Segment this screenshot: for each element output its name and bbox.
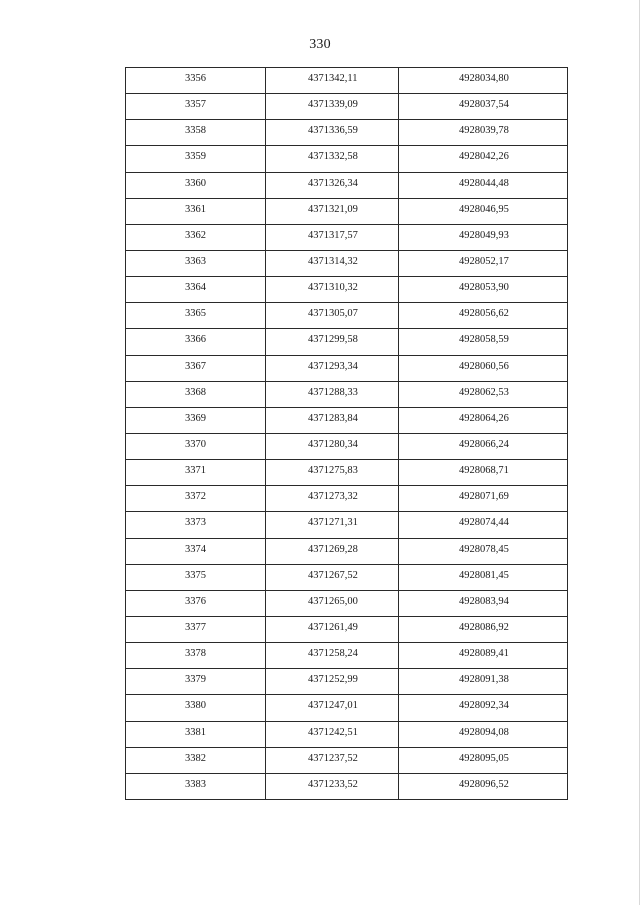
x-coordinate-cell: 4371269,28	[266, 538, 399, 564]
y-coordinate-cell: 4928039,78	[399, 120, 568, 146]
x-coordinate-cell: 4371258,24	[266, 643, 399, 669]
point-number-cell: 3359	[126, 146, 266, 172]
y-coordinate-cell: 4928068,71	[399, 460, 568, 486]
y-coordinate-cell: 4928052,17	[399, 250, 568, 276]
table-row	[126, 747, 568, 773]
point-number-cell: 3366	[126, 329, 266, 355]
x-coordinate-cell: 4371273,32	[266, 486, 399, 512]
y-coordinate-cell: 4928034,80	[399, 68, 568, 94]
table-row	[126, 172, 568, 198]
point-number-cell: 3360	[126, 172, 266, 198]
table-row	[126, 68, 568, 94]
y-coordinate-cell: 4928064,26	[399, 407, 568, 433]
table-row	[126, 407, 568, 433]
table-row	[126, 250, 568, 276]
table-row	[126, 538, 568, 564]
table-row	[126, 355, 568, 381]
point-number-cell: 3373	[126, 512, 266, 538]
y-coordinate-cell: 4928094,08	[399, 721, 568, 747]
point-number-cell: 3368	[126, 381, 266, 407]
table-row	[126, 198, 568, 224]
x-coordinate-cell: 4371336,59	[266, 120, 399, 146]
table-row	[126, 564, 568, 590]
point-number-cell: 3371	[126, 460, 266, 486]
point-number-cell: 3374	[126, 538, 266, 564]
y-coordinate-cell: 4928095,05	[399, 747, 568, 773]
point-number-cell: 3377	[126, 616, 266, 642]
x-coordinate-cell: 4371342,11	[266, 68, 399, 94]
table-row	[126, 590, 568, 616]
table-row	[126, 460, 568, 486]
x-coordinate-cell: 4371288,33	[266, 381, 399, 407]
table-row	[126, 643, 568, 669]
y-coordinate-cell: 4928071,69	[399, 486, 568, 512]
point-number-cell: 3369	[126, 407, 266, 433]
table-row	[126, 94, 568, 120]
x-coordinate-cell: 4371237,52	[266, 747, 399, 773]
point-number-cell: 3379	[126, 669, 266, 695]
y-coordinate-cell: 4928062,53	[399, 381, 568, 407]
table-row	[126, 146, 568, 172]
table-row	[126, 486, 568, 512]
point-number-cell: 3375	[126, 564, 266, 590]
x-coordinate-cell: 4371233,52	[266, 773, 399, 799]
table-row	[126, 381, 568, 407]
y-coordinate-cell: 4928066,24	[399, 433, 568, 459]
x-coordinate-cell: 4371252,99	[266, 669, 399, 695]
table-row	[126, 329, 568, 355]
x-coordinate-cell: 4371305,07	[266, 303, 399, 329]
y-coordinate-cell: 4928091,38	[399, 669, 568, 695]
x-coordinate-cell: 4371261,49	[266, 616, 399, 642]
y-coordinate-cell: 4928056,62	[399, 303, 568, 329]
point-number-cell: 3364	[126, 277, 266, 303]
point-number-cell: 3380	[126, 695, 266, 721]
y-coordinate-cell: 4928044,48	[399, 172, 568, 198]
page-number: 330	[309, 37, 331, 52]
point-number-cell: 3365	[126, 303, 266, 329]
x-coordinate-cell: 4371299,58	[266, 329, 399, 355]
x-coordinate-cell: 4371283,84	[266, 407, 399, 433]
x-coordinate-cell: 4371280,34	[266, 433, 399, 459]
point-number-cell: 3362	[126, 224, 266, 250]
coordinates-table-body	[126, 68, 568, 800]
y-coordinate-cell: 4928089,41	[399, 643, 568, 669]
table-row	[126, 512, 568, 538]
y-coordinate-cell: 4928074,44	[399, 512, 568, 538]
table-row	[126, 433, 568, 459]
y-coordinate-cell: 4928046,95	[399, 198, 568, 224]
y-coordinate-cell: 4928096,52	[399, 773, 568, 799]
point-number-cell: 3358	[126, 120, 266, 146]
table-row	[126, 277, 568, 303]
table-row	[126, 616, 568, 642]
x-coordinate-cell: 4371339,09	[266, 94, 399, 120]
x-coordinate-cell: 4371310,32	[266, 277, 399, 303]
y-coordinate-cell: 4928049,93	[399, 224, 568, 250]
x-coordinate-cell: 4371271,31	[266, 512, 399, 538]
point-number-cell: 3367	[126, 355, 266, 381]
x-coordinate-cell: 4371275,83	[266, 460, 399, 486]
table-row	[126, 721, 568, 747]
x-coordinate-cell: 4371242,51	[266, 721, 399, 747]
y-coordinate-cell: 4928092,34	[399, 695, 568, 721]
point-number-cell: 3356	[126, 68, 266, 94]
y-coordinate-cell: 4928078,45	[399, 538, 568, 564]
point-number-cell: 3376	[126, 590, 266, 616]
y-coordinate-cell: 4928037,54	[399, 94, 568, 120]
table-row	[126, 303, 568, 329]
table-row	[126, 773, 568, 799]
point-number-cell: 3361	[126, 198, 266, 224]
table-row	[126, 120, 568, 146]
x-coordinate-cell: 4371314,32	[266, 250, 399, 276]
x-coordinate-cell: 4371247,01	[266, 695, 399, 721]
y-coordinate-cell: 4928058,59	[399, 329, 568, 355]
y-coordinate-cell: 4928053,90	[399, 277, 568, 303]
y-coordinate-cell: 4928060,56	[399, 355, 568, 381]
x-coordinate-cell: 4371265,00	[266, 590, 399, 616]
point-number-cell: 3382	[126, 747, 266, 773]
y-coordinate-cell: 4928042,26	[399, 146, 568, 172]
y-coordinate-cell: 4928086,92	[399, 616, 568, 642]
point-number-cell: 3383	[126, 773, 266, 799]
table-row	[126, 224, 568, 250]
point-number-cell: 3370	[126, 433, 266, 459]
point-number-cell: 3378	[126, 643, 266, 669]
coordinates-table	[125, 67, 568, 800]
x-coordinate-cell: 4371321,09	[266, 198, 399, 224]
table-row	[126, 669, 568, 695]
y-coordinate-cell: 4928083,94	[399, 590, 568, 616]
x-coordinate-cell: 4371293,34	[266, 355, 399, 381]
x-coordinate-cell: 4371267,52	[266, 564, 399, 590]
table-row	[126, 695, 568, 721]
x-coordinate-cell: 4371317,57	[266, 224, 399, 250]
point-number-cell: 3357	[126, 94, 266, 120]
point-number-cell: 3363	[126, 250, 266, 276]
point-number-cell: 3381	[126, 721, 266, 747]
x-coordinate-cell: 4371326,34	[266, 172, 399, 198]
y-coordinate-cell: 4928081,45	[399, 564, 568, 590]
x-coordinate-cell: 4371332,58	[266, 146, 399, 172]
point-number-cell: 3372	[126, 486, 266, 512]
